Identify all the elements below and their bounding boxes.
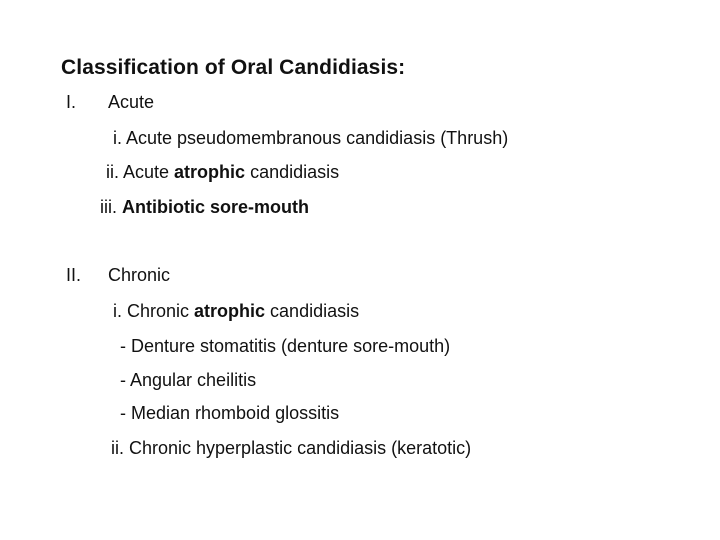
- list-item-text: i. Chronic: [113, 301, 195, 321]
- list-item-emphasis: Antibiotic sore-mouth: [122, 197, 309, 217]
- list-item: [113, 127, 508, 149]
- list-item-text: ii. Acute: [106, 162, 175, 182]
- section-heading: Acute: [108, 92, 155, 112]
- section-numeral: I.: [66, 92, 77, 112]
- list-item: [120, 369, 256, 391]
- list-item-text: - Median rhomboid glossitis: [120, 403, 340, 423]
- list-item: [120, 335, 450, 357]
- list-item-text: candidiasis: [265, 301, 360, 321]
- list-item-text: i. Acute pseudomembranous candidiasis (Thrush): [113, 128, 509, 148]
- list-item-emphasis: atrophic: [174, 162, 246, 182]
- list-item: [106, 161, 339, 183]
- section-heading: Chronic: [108, 265, 171, 285]
- section-numeral: II.: [66, 265, 82, 285]
- list-item-text: iii.: [100, 197, 122, 217]
- list-item: [113, 300, 359, 322]
- list-item: [111, 437, 471, 459]
- list-item-emphasis: atrophic: [194, 301, 266, 321]
- list-item-text: candidiasis: [245, 162, 340, 182]
- list-item: [100, 196, 309, 218]
- slide-title: Classification of Oral Candidiasis:: [61, 56, 406, 79]
- list-item: [120, 402, 339, 424]
- list-item-text: ii. Chronic hyperplastic candidiasis (keratotic): [111, 438, 472, 458]
- list-item-text: - Angular cheilitis: [120, 370, 257, 390]
- list-item-text: - Denture stomatitis (denture sore-mouth): [120, 336, 451, 356]
